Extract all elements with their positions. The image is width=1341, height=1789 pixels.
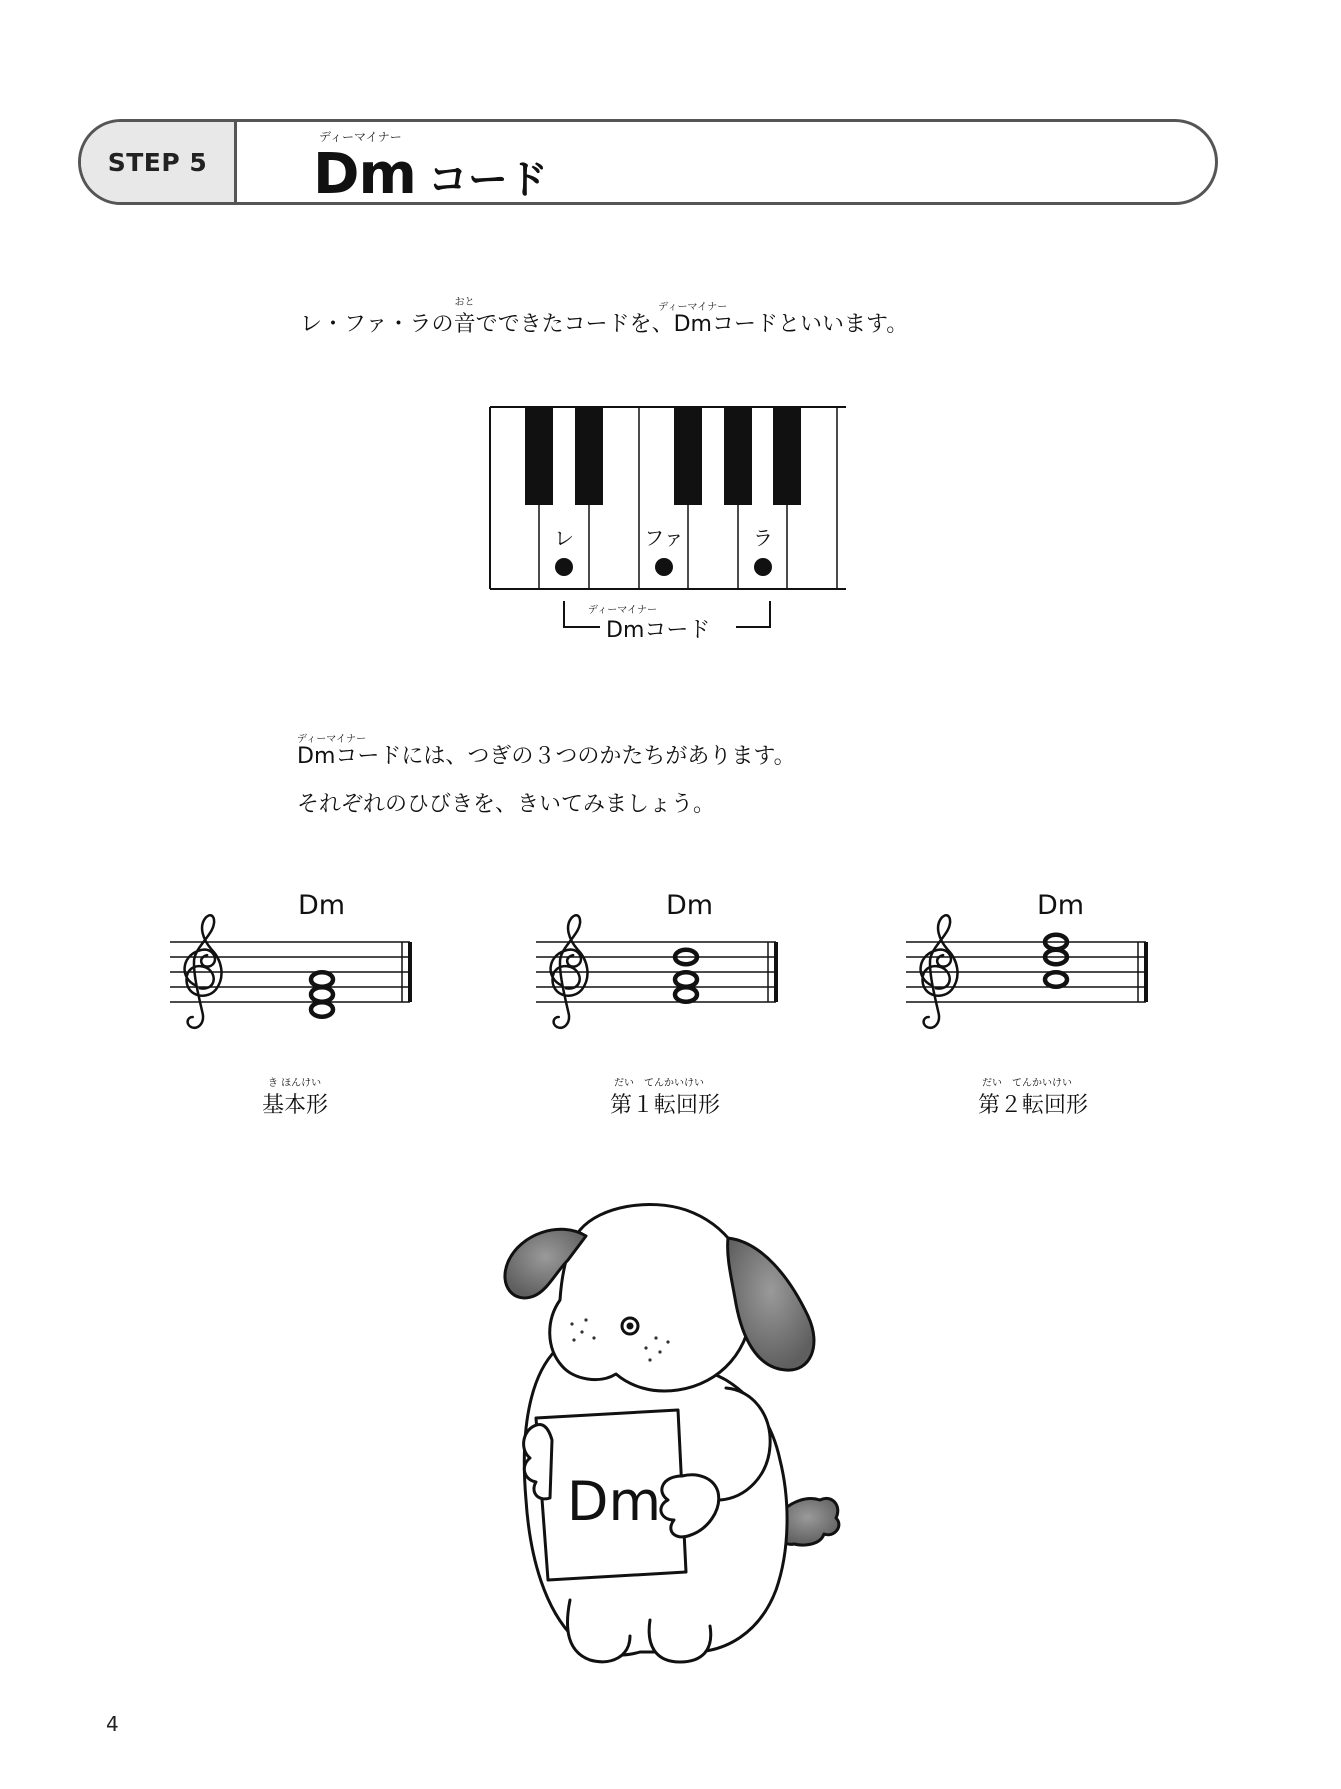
- form-text-2: 第１転回形: [610, 1093, 721, 1118]
- card-text: Dm: [566, 1470, 662, 1533]
- whole-note: [1045, 972, 1067, 986]
- whole-note: [311, 972, 333, 986]
- step-label: STEP 5: [81, 122, 237, 202]
- intro-oto-ruby: おと: [454, 297, 475, 308]
- intro-oto-text: 音: [453, 312, 476, 337]
- form-ruby-1: き ほんけい: [268, 1078, 322, 1089]
- intro-part2: でできたコードを、: [475, 312, 674, 337]
- staff-3: [906, 915, 1146, 1028]
- black-keys: [525, 407, 801, 505]
- whole-note: [675, 987, 697, 1001]
- title-suffix: コード: [427, 157, 548, 203]
- staff-1: [170, 915, 410, 1028]
- piano-keyboard: [488, 405, 848, 645]
- chord-name-1: Dm: [298, 890, 346, 921]
- step-header: [78, 119, 1218, 205]
- chord-name-2: Dm: [666, 890, 714, 921]
- dog-leg-right: [649, 1620, 711, 1662]
- form-text-1: 基本形: [262, 1093, 329, 1118]
- form-label-3: [978, 1078, 1089, 1119]
- key-dot-fa: [655, 558, 673, 576]
- staff-2: [536, 915, 776, 1028]
- forms-intro-rest: コードには、つぎの３つのかたちがあります。: [335, 744, 796, 769]
- forms-intro-line2: それぞれのひびきを、きいてみましょう。: [297, 792, 716, 817]
- staff-groups: [170, 915, 1146, 1028]
- key-label-la: ラ: [753, 526, 773, 550]
- intro-part3: コードといいます。: [711, 312, 909, 337]
- whole-note: [311, 1002, 333, 1016]
- key-dot-re: [555, 558, 573, 576]
- forms-dm-ruby: ディーマイナー: [297, 734, 366, 745]
- forms-dm: [297, 734, 366, 769]
- intro-part1: レ・ファ・ラの: [300, 312, 454, 337]
- key-label-re: レ: [554, 526, 574, 550]
- bracket-ruby: ディーマイナー: [588, 605, 657, 616]
- title-ruby: ディーマイナー: [319, 130, 402, 144]
- form-ruby-2: だい てんかいけい: [614, 1078, 704, 1089]
- chord-name-3: Dm: [1037, 890, 1085, 921]
- intro-sentence: [300, 297, 909, 338]
- page-number: 4: [106, 1712, 119, 1736]
- form-ruby-3: だい てんかいけい: [982, 1078, 1072, 1089]
- whole-note: [311, 987, 333, 1001]
- key-label-fa: ファ: [644, 526, 684, 550]
- form-label-1: [262, 1078, 329, 1119]
- title-chord: Dm: [313, 142, 416, 205]
- form-label-2: [610, 1078, 721, 1119]
- intro-dm-text: Dm: [673, 312, 712, 337]
- forms-dm-text: Dm: [297, 744, 336, 769]
- dog-illustration: [490, 1200, 870, 1680]
- whole-note: [675, 972, 697, 986]
- key-dot-la: [754, 558, 772, 576]
- intro-dm-ruby: ディーマイナー: [658, 302, 728, 313]
- intro-dm: [658, 302, 728, 337]
- intro-oto: [453, 297, 476, 338]
- forms-intro-line1: [297, 734, 796, 770]
- bracket-label: Dmコード: [606, 618, 711, 643]
- form-text-3: 第２転回形: [978, 1093, 1089, 1118]
